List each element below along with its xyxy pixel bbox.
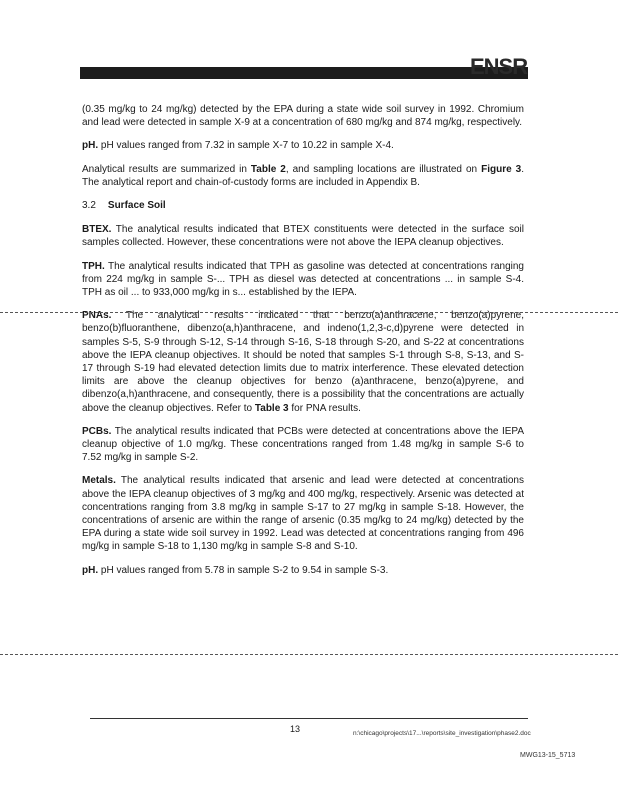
scan-artifact-line — [0, 312, 618, 313]
page-number: 13 — [290, 724, 301, 734]
paragraph-pcbs: PCBs. The analytical results indicated that PCBs were detected at concentrations above the IEPA cleanup objective of 1.0 mg/kg. These concentrations ranged from 1.48 mg/kg in sample S-6 to 7.52 mg/kg in sample S-2. — [82, 425, 524, 464]
paragraph-lead-chromium: (0.35 mg/kg to 24 mg/kg) detected by the EPA during a state wide soil survey in 1992. Chromium and lead were detected in sample X-9 at a concentration of 680 mg/kg and 874 mg/kg, respectively. — [82, 104, 524, 129]
paragraph-pnas: PNAs. The analytical results indicated that benzo(a)anthracene, benzo(a)pyrene, benzo(b)fluoranthene, dibenzo(a,h)anthracene, and indeno(1,2,3-c,d)pyrene were detected in samples S-5, S-9 through S-12, S-14 through S-16, S-18 through S-20, and S-22 at concentrations above the IEPA cleanup objectives. It should be noted that samples S-1 through S-8, S-13, and S-17 through S-19 had elevated detection limits due to matrix interference. These elevated detection limits are above the cleanup objectives for benzo (a)anthracene, benzo(a)pyrene, and dibenzo(a,h)anthracene, and consequently, there is a possibility that the concentrations are actually above the cleanup objectives. Refer to Table 3 for PNA results. — [82, 310, 524, 414]
paragraph-analytical-summary: Analytical results are summarized in Table 2, and sampling locations are illustrated on Figure 3. The analytical report and chain-of-custody forms are included in Appendix B. — [82, 163, 524, 188]
paragraph-metals: Metals. The analytical results indicated that arsenic and lead were detected at concentrations above the IEPA cleanup objectives of 3 mg/kg and 400 mg/kg, respectively. Arsenic was detected at concentrations ranging from 3.8 mg/kg in sample S-17 to 27 mg/kg in sample S-18. However, the concentrations of arsenic are within the range of arsenic (0.35 mg/kg to 24 mg/kg) detected by the EPA during a state wide soil survey in 1992. Lead was detected at concentrations ranging from 496 mg/kg in sample S-18 to 1,130 mg/kg in sample S-8 and S-10. — [82, 475, 524, 553]
footer-rule — [90, 718, 528, 719]
section-heading-surface-soil: 3.2 Surface Soil — [82, 200, 166, 212]
company-logo: ENSR — [470, 54, 528, 79]
document-body — [82, 103, 524, 587]
header-bar — [80, 67, 528, 79]
paragraph-ph-subsurface: pH. pH values ranged from 7.32 in sample X-7 to 10.22 in sample X-4. — [82, 140, 394, 152]
scan-artifact-line — [0, 654, 618, 655]
document-code: MWG13-15_5713 — [520, 752, 576, 759]
paragraph-tph: TPH. The analytical results indicated that TPH as gasoline was detected at concentrations ranging from 224 mg/kg in sample S-... TPH as diesel was detected at concentrations ... in sample S-4. TPH as oil ... to 933,000 mg/kg in s... established by the IEPA. — [82, 260, 524, 299]
paragraph-ph-surface: pH. pH values ranged from 5.78 in sample S-2 to 9.54 in sample S-3. — [82, 564, 389, 576]
paragraph-btex: BTEX. The analytical results indicated that BTEX constituents were detected in the surface soil samples collected. However, these concentrations were not above the IEPA cleanup objectives. — [82, 224, 524, 249]
file-path: n:\chicago\projects\17...\reports\site_investigation\phase2.doc — [353, 730, 531, 737]
